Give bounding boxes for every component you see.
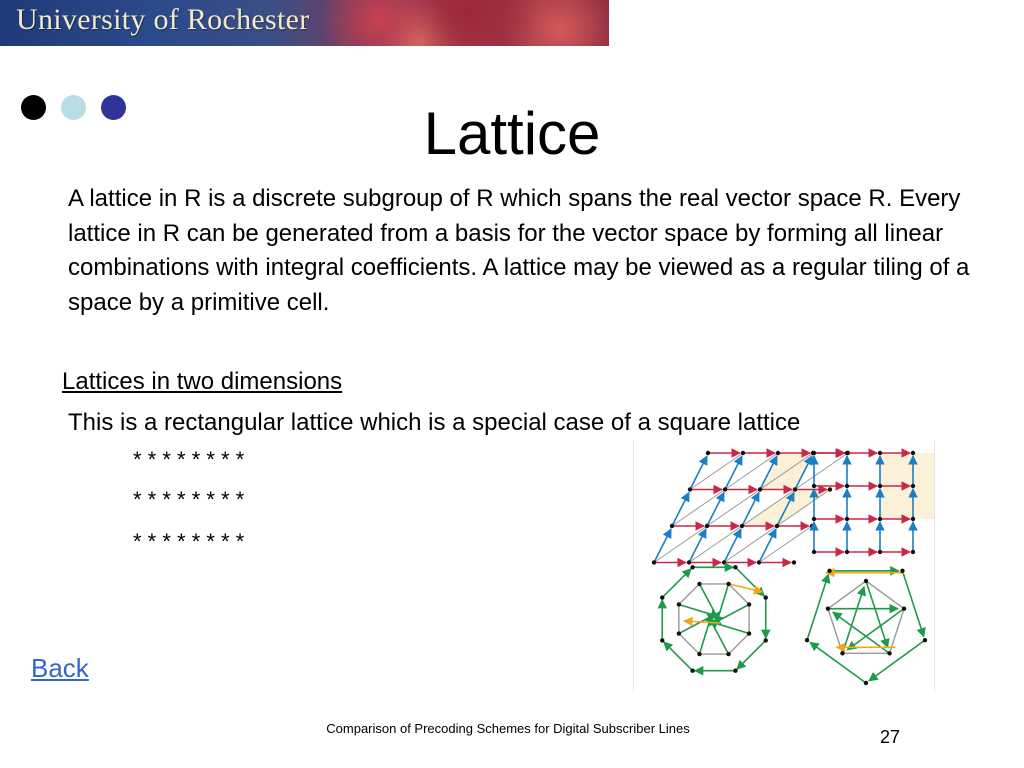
lattice-point: [670, 524, 674, 528]
octagon-orange-arrow: [729, 584, 763, 592]
lattice-point: [747, 602, 751, 606]
lattice-arrow-diagonal: [689, 529, 706, 563]
lattice-point: [690, 669, 694, 673]
lattice-point: [826, 606, 830, 610]
lattice-definition-text: A lattice in R is a discrete subgroup of R which spans the real vector space R. Every lattice in R can be generated from a basis for the vector space by forming all linear combinations with integral coefficients. A lattice may be viewed as a regular tiling of a space by a primitive cell.: [68, 185, 970, 316]
lattice-point: [733, 669, 737, 673]
lattice-point: [902, 606, 906, 610]
lattice-point: [706, 451, 710, 455]
back-link[interactable]: Back: [31, 653, 89, 683]
pentagon-star-arrow: [866, 581, 888, 648]
lattice-point: [911, 451, 915, 455]
banner-text: University of Rochester: [16, 3, 310, 36]
lattice-point: [776, 451, 780, 455]
octagon-inner-arrow: [712, 604, 749, 624]
rectangular-lattice-text: This is a rectangular lattice which is a special case of a square lattice: [68, 409, 801, 436]
lattice-point: [812, 517, 816, 521]
lattice-point: [764, 595, 768, 599]
lattice-point: [757, 560, 761, 564]
lattice-point: [878, 517, 882, 521]
lattice-point: [792, 560, 796, 564]
lattice-point: [747, 631, 751, 635]
pentagon-outer-arrow: [807, 574, 828, 640]
lattice-point: [660, 595, 664, 599]
lattice-point: [687, 560, 691, 564]
lattice-arrow-diagonal: [672, 493, 689, 527]
lattice-edge: [759, 526, 812, 563]
lattice-point: [878, 484, 882, 488]
page-number: 27: [880, 727, 901, 747]
lattice-point: [723, 487, 727, 491]
lattice-point: [827, 569, 831, 573]
lattice-point: [726, 582, 730, 586]
lattice-point: [845, 517, 849, 521]
pentagon-outer-arrow: [869, 640, 925, 681]
lattice-point: [812, 550, 816, 554]
lattice-point: [690, 565, 694, 569]
lattice-point: [758, 487, 762, 491]
star-row: * * * * * * * *: [133, 447, 245, 472]
lattice-point: [812, 451, 816, 455]
lattice-point: [652, 560, 656, 564]
lattice-illustration: [634, 441, 934, 691]
octagon-edge: [679, 584, 749, 654]
lattice-point: [887, 651, 891, 655]
octagon-outer-arrow: [664, 642, 693, 671]
lattice-point: [828, 487, 832, 491]
lattice-point: [740, 524, 744, 528]
slide-title: Lattice: [423, 100, 601, 167]
pentagon-star-arrow: [842, 587, 864, 654]
pentagon-outer-arrow: [902, 571, 923, 637]
lattice-point: [911, 484, 915, 488]
lattice-point: [726, 652, 730, 656]
lattice-arrow-diagonal: [759, 529, 776, 563]
lattice-arrow-diagonal: [707, 493, 724, 527]
lattice-point: [864, 681, 868, 685]
lattice-point: [697, 652, 701, 656]
lattice-point: [793, 487, 797, 491]
octagon-inner-arrow: [679, 614, 716, 634]
lattice-point: [705, 524, 709, 528]
lattice-point: [722, 560, 726, 564]
lattice-point: [697, 582, 701, 586]
lattice-point: [840, 651, 844, 655]
star-row: * * * * * * * *: [133, 487, 245, 512]
lattice-arrow-diagonal: [725, 456, 742, 490]
pentagon-outer-arrow: [810, 642, 866, 683]
lattice-arrow-diagonal: [654, 529, 671, 563]
lattice-point: [864, 579, 868, 583]
lattice-point: [911, 550, 915, 554]
lattice-point: [733, 565, 737, 569]
lattice-point: [878, 550, 882, 554]
lattice-point: [812, 484, 816, 488]
lattice-point: [741, 451, 745, 455]
subheading-two-dimensions: Lattices in two dimensions: [62, 368, 343, 395]
lattice-arrow-diagonal: [724, 529, 741, 563]
lattice-point: [900, 569, 904, 573]
lattice-point: [923, 638, 927, 642]
lattice-point: [677, 602, 681, 606]
lattice-point: [688, 487, 692, 491]
lattice-point: [805, 638, 809, 642]
lattice-point: [911, 517, 915, 521]
lattice-arrow-diagonal: [690, 456, 707, 490]
octagon-outer-arrow: [662, 569, 691, 598]
lattice-point: [845, 550, 849, 554]
footer-text: Comparison of Precoding Schemes for Digital Subscriber Lines: [326, 721, 690, 736]
university-banner: [0, 0, 609, 46]
lattice-point: [677, 631, 681, 635]
lattice-point: [775, 524, 779, 528]
octagon-inner-arrow: [699, 584, 719, 621]
lattice-point: [878, 451, 882, 455]
lattice-figure: [633, 441, 935, 691]
octagon-orange-arrow: [684, 621, 720, 623]
star-row: * * * * * * * *: [133, 529, 245, 554]
lattice-point: [660, 638, 664, 642]
lattice-point: [845, 451, 849, 455]
lattice-point: [764, 638, 768, 642]
lattice-point: [845, 484, 849, 488]
octagon-outer-arrow: [737, 640, 766, 669]
